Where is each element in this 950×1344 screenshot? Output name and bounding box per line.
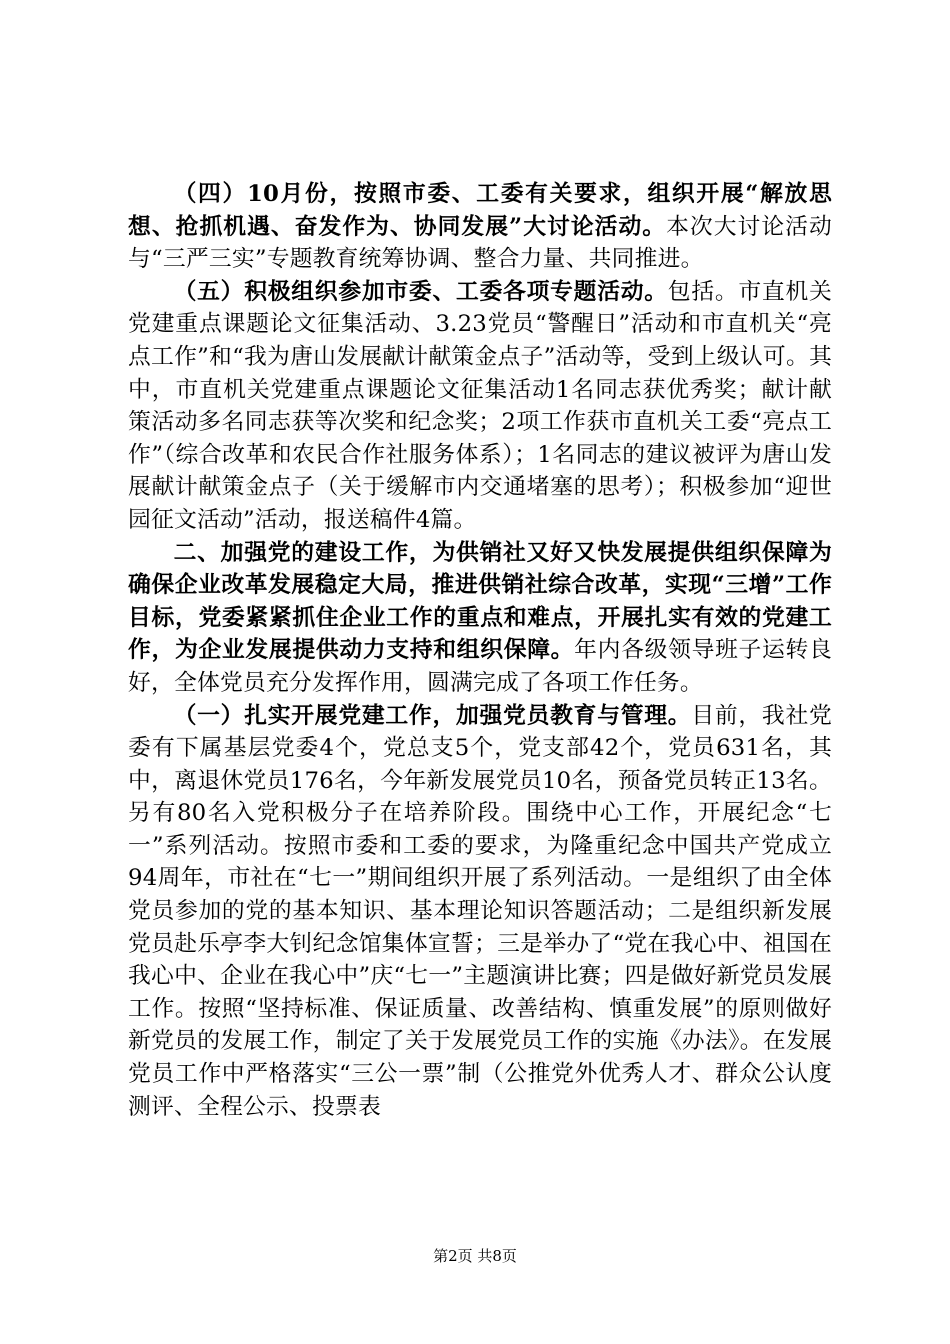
page-number: 第2页 共8页 bbox=[433, 1247, 517, 1265]
paragraph-text: 年内各级领导班子运转良好，全体党员充分发挥作用，圆满完成了各项工作任务。 bbox=[128, 637, 832, 696]
paragraph bbox=[128, 276, 832, 537]
document-body bbox=[128, 178, 832, 1123]
paragraph-text: 目前，我社党委有下属基层党委4个，党总支5个，党支部42个，党员631名，其中，离退休党员176名，今年新发展党员10名，预备党员转正13名。另有80名入党积极分子在培养阶段。围绕中心工作，开展纪念“七一”系列活动。按照市委和工委的要求，为隆重纪念中国共产党成立94周年，市社在“七一”期间组织开展了系列活动。一是组织了由全体党员参加的党的基本知识、基本理论知识答题活动；二是组织新发展党员赴乐亭李大钊纪念馆集体宣誓；三是举办了“党在我心中、祖国在我心中、企业在我心中”庆“七一”主题演讲比赛；四是做好新党员发展工作。按照“坚持标准、保证质量、改善结构、慎重发展”的原则做好新党员的发展工作，制定了关于发展党员工作的实施《办法》。在发展党员工作中严格落实“三公一票”制（公推党外优秀人才、群众公认度测评、全程公示、投票表 bbox=[128, 702, 832, 1120]
paragraph-heading: （一）扎实开展党建工作，加强党员教育与管理。 bbox=[173, 702, 692, 729]
paragraph-text: 本次大讨论活动与“三严三实”专题教育统筹协调、整合力量、共同推进。 bbox=[128, 213, 832, 273]
paragraph bbox=[128, 537, 832, 700]
paragraph-text: 包括。市直机关党建重点课题论文征集活动、3.23党员“警醒日”活动和市直机关“亮点工作”和“我为唐山发展献计献策金点子”活动等，受到上级认可。其中，市直机关党建重点课题论文征集活动1名同志获优秀奖；献计献策活动多名同志获等次奖和纪念奖；2项工作获市直机关工委“亮点工作”（综合改革和农民合作社服务体系）；1名同志的建议被评为唐山发展献计献策金点子（关于缓解市内交通堵塞的思考）；积极参加“迎世园征文活动”活动，报送稿件4篇。 bbox=[128, 278, 832, 533]
paragraph-heading: （四）10月份，按照市委、工委有关要求，组织开展“解放思想、抢抓机遇、奋发作为、协同发展”大讨论活动。 bbox=[128, 181, 832, 240]
paragraph bbox=[128, 700, 832, 1124]
paragraph-heading: 二、加强党的建设工作，为供销社又好又快发展提供组织保障为确保企业改革发展稳定大局，推进供销社综合改革，实现“三增”工作目标，党委紧紧抓住企业工作的重点和难点，开展扎实有效的党建工作，为企业发展提供动力支持和组织保障。 bbox=[128, 539, 832, 664]
paragraph-heading: （五）积极组织参加市委、工委各项专题活动。 bbox=[173, 278, 668, 305]
paragraph bbox=[128, 178, 832, 276]
